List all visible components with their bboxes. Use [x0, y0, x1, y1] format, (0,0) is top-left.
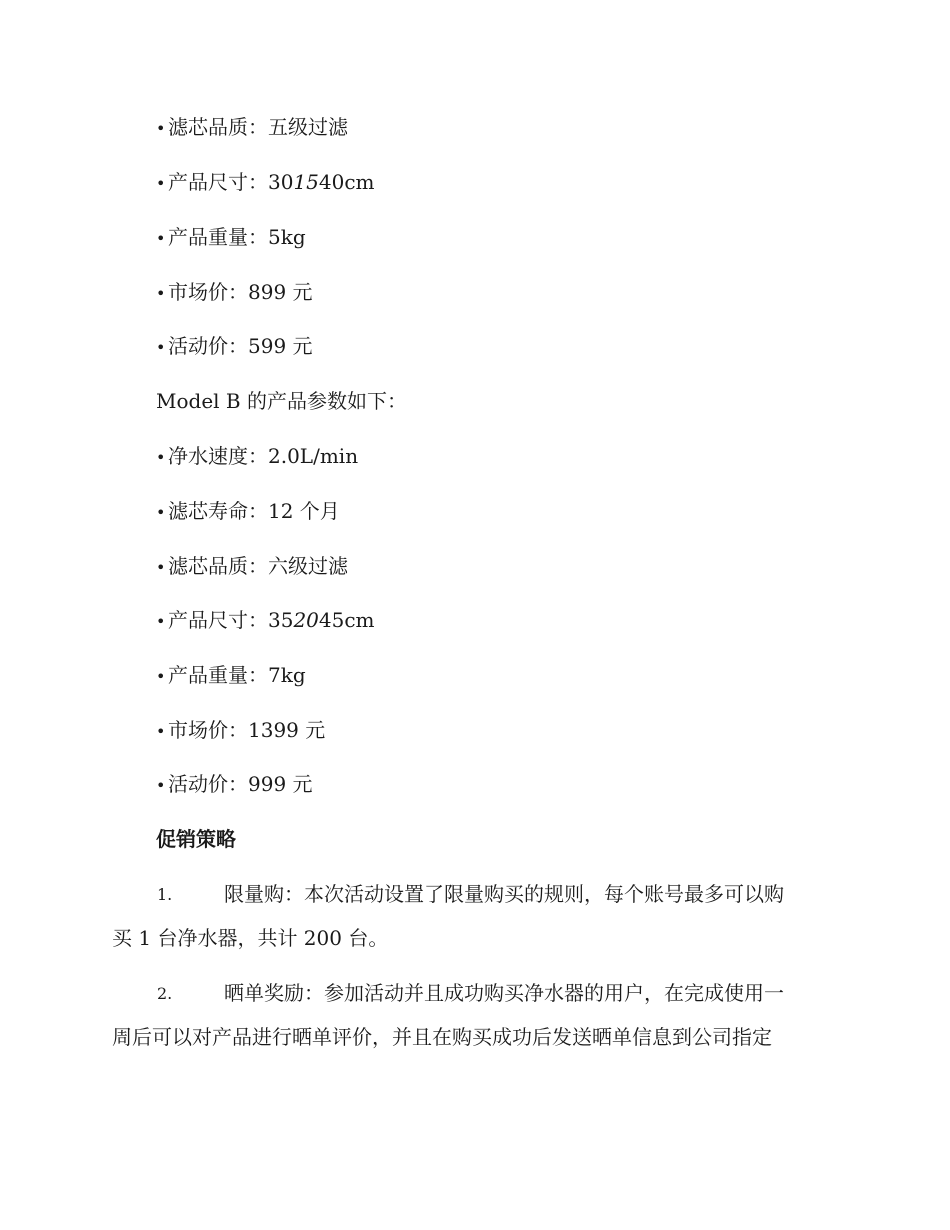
bullet: • [156, 776, 166, 795]
spec-label: 活动价： [168, 334, 248, 358]
bullet: • [156, 284, 166, 303]
spec-value-part: 20 [293, 608, 319, 632]
spec-value-part: 35 [268, 608, 294, 632]
spec-value: 12 个月 [268, 499, 340, 523]
spec-line-b-filter-life [156, 497, 340, 527]
spec-value: 2.0L/min [268, 444, 359, 468]
spec-line-a-filter-quality [156, 113, 348, 143]
spec-line-b-filter-quality [156, 552, 348, 582]
spec-label: 活动价： [168, 772, 248, 796]
spec-value-part: 30 [268, 170, 294, 194]
bullet: • [156, 338, 166, 357]
bullet: • [156, 558, 166, 577]
spec-value: 899 元 [248, 280, 313, 304]
bullet: • [156, 174, 166, 193]
spec-value: 1399 元 [248, 718, 326, 742]
bullet: • [156, 612, 166, 631]
spec-line-a-size [156, 168, 375, 198]
spec-label: 滤芯品质： [168, 115, 268, 139]
spec-label: 产品尺寸： [168, 608, 268, 632]
spec-label: 滤芯品质： [168, 554, 268, 578]
spec-line-b-promo-price [156, 770, 313, 800]
bullet: • [156, 448, 166, 467]
list-number: 2. [157, 984, 173, 1003]
spec-line-b-flow-rate [156, 442, 358, 472]
spec-line-a-market-price [156, 278, 313, 308]
bullet: • [156, 722, 166, 741]
spec-value: 599 元 [248, 334, 313, 358]
spec-value-part: 40cm [318, 170, 375, 194]
spec-label: 滤芯寿命： [168, 499, 268, 523]
promo-item-1-line-2: 买 1 台净水器，共计 200 台。 [112, 926, 389, 950]
bullet: • [156, 119, 166, 138]
spec-label: 净水速度： [168, 444, 268, 468]
list-number: 1. [157, 885, 173, 904]
spec-line-b-size [156, 606, 375, 636]
promo-item-1-line-1: 限量购：本次活动设置了限量购买的规则，每个账号最多可以购 [224, 882, 784, 906]
model-b-intro: Model B 的产品参数如下： [156, 389, 407, 413]
bullet: • [156, 667, 166, 686]
spec-value-part: 15 [293, 170, 319, 194]
spec-value: 六级过滤 [268, 554, 348, 578]
promo-item-2-line-1: 晒单奖励：参加活动并且成功购买净水器的用户，在完成使用一 [224, 981, 784, 1005]
bullet: • [156, 503, 166, 522]
spec-label: 产品尺寸： [168, 170, 268, 194]
spec-value-part: 45cm [318, 608, 375, 632]
spec-value: 7kg [268, 663, 306, 687]
spec-label: 产品重量： [168, 225, 268, 249]
spec-value: 5kg [268, 225, 306, 249]
spec-value: 五级过滤 [268, 115, 348, 139]
spec-label: 产品重量： [168, 663, 268, 687]
promo-item-2-line-2: 周后可以对产品进行晒单评价，并且在购买成功后发送晒单信息到公司指定 [112, 1025, 772, 1049]
section-heading-promo: 促销策略 [156, 827, 236, 851]
bullet: • [156, 229, 166, 248]
spec-line-b-market-price [156, 716, 325, 746]
spec-value: 999 元 [248, 772, 313, 796]
spec-line-a-promo-price [156, 332, 313, 362]
spec-line-b-weight [156, 661, 306, 691]
spec-label: 市场价： [168, 718, 248, 742]
spec-label: 市场价： [168, 280, 248, 304]
spec-line-a-weight [156, 223, 306, 253]
